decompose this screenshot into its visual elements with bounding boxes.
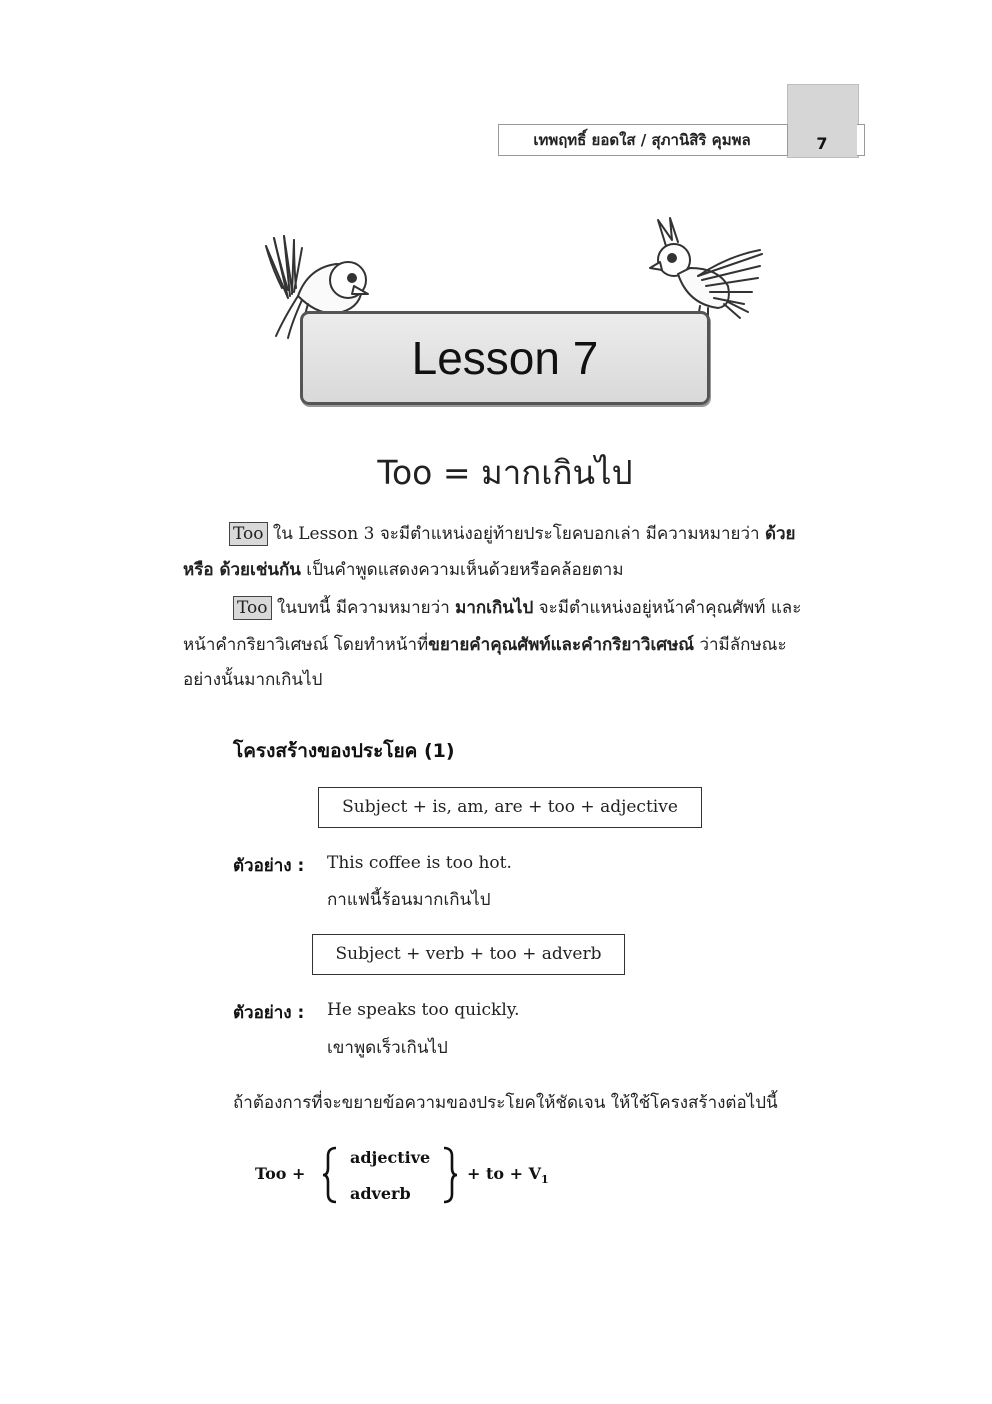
too-formula — [255, 1142, 575, 1208]
example-label-2: ตัวอย่าง : — [233, 1003, 305, 1023]
lesson-title: Lesson 7 — [411, 332, 599, 384]
paragraph2-line2-text-b: ว่ามีลักษณะ — [694, 635, 787, 655]
formula-box-1: Subject + is, am, are + too + adjective — [318, 787, 702, 828]
paragraph2-line1 — [233, 590, 853, 626]
example-en-1: This coffee is too hot. — [327, 853, 512, 873]
paragraph2-line2-text: หน้าคำกริยาวิเศษณ์ โดยทำหน้าที่ — [183, 635, 429, 655]
paragraph1-bold: ด้วย — [764, 524, 796, 544]
paragraph2-bold: มากเกินไป — [455, 598, 534, 618]
header-authors: เทพฤทธิ์ ยอดใส / สุภานิสิริ คุมพล — [533, 131, 751, 149]
too-formula-option-adjective: adjective — [350, 1148, 431, 1167]
example-label-1: ตัวอย่าง : — [233, 856, 305, 876]
extension-note: ถ้าต้องการที่จะขยายข้อความของประโยคให้ชัดเจน ให้ใช้โครงสร้างต่อไปนี้ — [233, 1093, 778, 1113]
example-en-2: He speaks too quickly. — [327, 1000, 520, 1020]
too-formula-suffix — [467, 1164, 549, 1186]
example-th-2: เขาพูดเร็วเกินไป — [327, 1038, 448, 1058]
too-formula-suffix-text: + to + V — [467, 1164, 541, 1183]
right-brace-icon — [441, 1146, 459, 1204]
section-heading: โครงสร้างของประโยค (1) — [233, 740, 455, 762]
paragraph2-line2-bold: ขยายคำคุณศัพท์และคำกริยาวิเศษณ์ — [428, 635, 695, 655]
boxed-word-too-2: Too — [233, 596, 272, 620]
lesson-subtitle: Too = มากเกินไป — [377, 453, 633, 492]
paragraph1-line2-bold: หรือ ด้วยเช่นกัน — [183, 560, 301, 580]
too-formula-option-adverb: adverb — [350, 1184, 411, 1203]
paragraph2-text: ในบทนี้ มีความหมายว่า — [271, 598, 456, 618]
paragraph2-text-b: จะมีตำแหน่งอยู่หน้าคำคุณศัพท์ และ — [533, 598, 802, 618]
right-bird-illustration — [648, 216, 766, 320]
page-number: 7 — [816, 134, 828, 153]
paragraph1-text: ใน Lesson 3 จะมีตำแหน่งอยู่ท้ายประโยคบอกเล่า มีความหมายว่า — [267, 524, 765, 544]
paragraph2-line3: อย่างนั้นมากเกินไป — [183, 670, 323, 690]
paragraph1-line2 — [183, 552, 843, 588]
too-formula-subscript: 1 — [541, 1173, 549, 1187]
example-th-1: กาแฟนี้ร้อนมากเกินไป — [327, 890, 491, 910]
too-formula-prefix: Too + — [255, 1164, 306, 1183]
paragraph1-line1 — [229, 516, 849, 552]
left-brace-icon — [321, 1146, 339, 1204]
formula-box-2: Subject + verb + too + adverb — [312, 934, 625, 975]
paragraph1-line2-text: เป็นคำพูดแสดงความเห็นด้วยหรือคล้อยตาม — [300, 560, 624, 580]
paragraph2-line2 — [183, 627, 843, 663]
boxed-word-too: Too — [229, 522, 268, 546]
